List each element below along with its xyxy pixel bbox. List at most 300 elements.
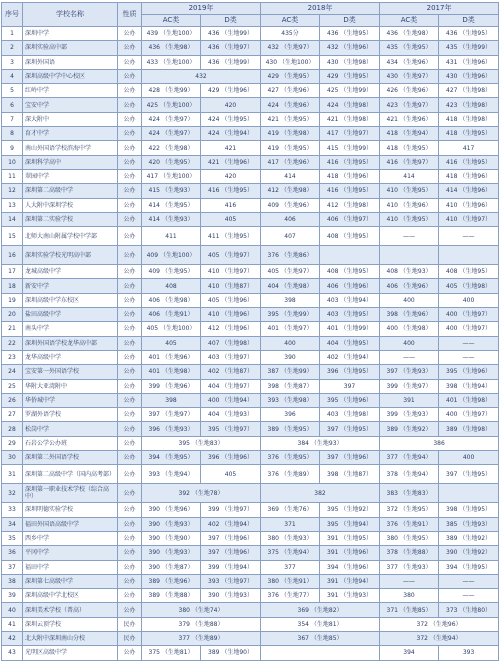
row-number: 11 [2,169,23,183]
score-cell-2017-ac: 410 （生地95） [380,212,439,226]
score-cell-2018-ac: 419 （生地98） [261,127,320,141]
school-nature: 公办 [118,27,142,41]
score-cell-2017-ac: 380 （生地95） [380,531,439,545]
school-nature: 公办 [118,546,142,560]
school-name: 深圳第七高级中学 [23,574,118,588]
score-cell-2018-d: 395 （生地92） [320,503,380,517]
score-cell-2019-ac: 433 （生地100） [142,55,201,69]
row-number: 20 [2,308,23,322]
table-row [2,350,499,364]
score-cell-2018-ac: 376 （生地86） [261,246,320,265]
score-cell-2017-ac: 391 [380,393,439,407]
score-cell-2018-d: 418 （生地96） [320,169,380,183]
table-row [2,617,499,631]
school-nature: 公办 [118,560,142,574]
header-year-2019: 2019年 [142,3,261,15]
table-row [2,393,499,407]
score-cell-2018-ac: 429 （生地95） [261,69,320,83]
score-cell-2018-ac: 401 （生地97） [261,322,320,336]
header-ac-2018: AC类 [261,15,320,27]
score-cell-2019-ac: 415 （生地93） [142,184,201,198]
row-number: 30 [2,451,23,465]
score-cell-2017-d: 423 （生地98） [439,98,499,112]
score-cell-2018-d: 425 （生地99） [320,84,380,98]
school-nature: 公办 [118,41,142,55]
school-nature: 公办 [118,112,142,126]
score-cell-2019-ac: 406 （生地91） [142,308,201,322]
school-name: 深圳第二高级中学 [23,184,118,198]
table-row [2,574,499,588]
school-name: 光明区高级中学 [23,646,118,660]
score-cell-2018-d: 403 （生地94） [320,293,380,307]
score-cell-2019-merged: 432 [142,69,261,83]
score-cell-2018-ac: 414 [261,169,320,183]
header-year-2017: 2017年 [380,3,499,15]
score-cell-2018-ac: 380 （生地91） [261,574,320,588]
score-cell-2019-ac: 398 [142,393,201,407]
score-cell-2018-d: 397 （生地95） [320,422,380,436]
score-cell-2019-ac: 414 （生地95） [142,198,201,212]
score-cell-2019-d: 424 （生地95） [201,112,261,126]
score-cell-2018-ac: 398 [261,293,320,307]
score-cell-2018-d: 403 （生地95） [320,308,380,322]
score-cell-2019-d: 421 [201,141,261,155]
table-row [2,69,499,83]
school-name: 深圳实验学校光明高中部 [23,246,118,265]
school-name: 深圳第二实验学校 [23,212,118,226]
row-number: 15 [2,227,23,246]
school-name: 育才中学 [23,127,118,141]
table-row [2,484,499,503]
score-cell-2018-ac: 375 （生地94） [261,546,320,560]
school-name: 深圳高级中学东校区 [23,293,118,307]
score-cell-2018-ac: 407 [261,227,320,246]
score-cell-2017-d: 431 （生地96） [439,55,499,69]
school-nature: 公办 [118,465,142,484]
score-cell-2017-ac: 371 （生地85） [380,603,439,617]
score-cell-2018-merged: 354 （生地81） [261,617,380,631]
score-cell-2018-d: 391 （生地95） [320,531,380,545]
score-cell-2017-d: 416 （生地95） [439,155,499,169]
table-row [2,184,499,198]
row-number: 10 [2,155,23,169]
school-name: 松岗中学 [23,422,118,436]
score-cell-2017-ac: 376 （生地91） [380,517,439,531]
school-name: 南山外国语学校滨海中学 [23,141,118,155]
score-cell-2018-d: 402 （生地94） [320,350,380,364]
school-nature: 公办 [118,589,142,603]
table-row [2,41,499,55]
school-name: 华侨城中学 [23,393,118,407]
score-cell-2018-d: 429 （生地95） [320,69,380,83]
table-body [2,27,499,661]
school-nature: 公办 [118,227,142,246]
school-nature: 公办 [118,436,142,450]
score-cell-2017-d: 390 （生地92） [439,546,499,560]
table-row [2,246,499,265]
score-cell-2018-ac: 435分 [261,27,320,41]
school-name: 福田中学 [23,560,118,574]
school-name: 翠园中学 [23,169,118,183]
row-number: 7 [2,112,23,126]
score-cell-2019-ac: 401 （生地96） [142,350,201,364]
score-cell-2017-ac: 406 （生地96） [380,279,439,293]
score-cell-2019-merged: 379 （生地88） [142,617,261,631]
score-cell-2019-ac: 420 （生地95） [142,155,201,169]
score-cell-2018-d: 430 （生地98） [320,55,380,69]
score-cell-2019-ac: 389 （生地88） [142,589,201,603]
school-nature: 公办 [118,574,142,588]
score-cell-2017-d: 436 （生地95） [439,27,499,41]
score-cell-2018-d: 408 （生地95） [320,227,380,246]
score-cell-2019-ac: 409 （生地100） [142,246,201,265]
school-nature: 公办 [118,265,142,279]
score-cell-2017-d: 410 （生地96） [439,198,499,212]
school-name: 深圳明德实验学校 [23,503,118,517]
score-cell-2017-ac: 421 （生地96） [380,112,439,126]
score-cell-2019-merged: 380 （生地74） [142,603,261,617]
score-cell-2019-ac: 414 （生地93） [142,212,201,226]
score-cell-2019-ac: 409 （生地95） [142,265,201,279]
table-row [2,560,499,574]
table-row [2,169,499,183]
score-cell-2019-ac: 389 （生地96） [142,574,201,588]
row-number: 17 [2,265,23,279]
score-cell-2018-ac: 376 （生地77） [261,589,320,603]
score-cell-2018-ac: 398 （生地87） [261,379,320,393]
score-cell-2017-ac: 436 （生地98） [380,27,439,41]
score-cell-2019-d: 405 [201,465,261,484]
score-cell-2018-d [320,246,380,265]
score-cell-2017-ac: 378 （生地94） [380,465,439,484]
score-cell-2019-ac: 405 [142,336,201,350]
score-cell-2019-d: 407 （生地98） [201,336,261,350]
school-name: 罗湖外语学校 [23,408,118,422]
score-cell-2019-d: 420 [201,169,261,183]
score-cell-2017-ac: 430 （生地97） [380,69,439,83]
score-cell-2019-ac: 422 （生地98） [142,141,201,155]
row-number: 3 [2,55,23,69]
row-number: 9 [2,141,23,155]
score-cell-2018-d: 415 （生地99） [320,141,380,155]
score-cell-2019-merged: 377 （生地89） [142,631,261,645]
score-cell-2018-ac: 390 [261,350,320,364]
score-cell-2018-ac: 412 （生地98） [261,184,320,198]
score-cell-2019-ac: 408 [142,279,201,293]
score-cell-2017-d: 414 （生地96） [439,184,499,198]
school-name: 华附大亚湾附中 [23,379,118,393]
row-number: 14 [2,212,23,226]
table-row [2,322,499,336]
school-nature: 公办 [118,98,142,112]
school-name: 深圳科学高中 [23,155,118,169]
score-cell-2019-ac: 396 （生地93） [142,422,201,436]
table-row [2,451,499,465]
score-cell-2018-d: 391 （生地94） [320,574,380,588]
score-cell-2019-ac: 393 （生地94） [142,465,201,484]
table-row [2,155,499,169]
score-cell-2018-merged: 369 （生地82） [261,603,380,617]
school-name: 深圳美术学校（普高） [23,603,118,617]
score-cell-2017-ac: 399 （生地97） [380,379,439,393]
score-cell-2017-ac: 377 （生地93） [380,560,439,574]
score-cell-2017-d: 405 （生地98） [439,279,499,293]
row-number: 18 [2,279,23,293]
school-name: 人大附中深圳学校 [23,198,118,212]
score-cell-2019-d: 405 （生地96） [201,293,261,307]
score-cell-2018-merged: 384 （生地93） [261,436,380,450]
table-row [2,198,499,212]
score-cell-2017-d: —— [439,350,499,364]
score-cell-2018-d: 391 （生地93） [320,589,380,603]
row-number: 4 [2,69,23,83]
row-number: 2 [2,41,23,55]
table-row [2,436,499,450]
score-cell-2019-ac: 411 [142,227,201,246]
score-cell-2017-d: 400 （生地97） [439,408,499,422]
score-cell-2018-ac: 432 （生地97） [261,41,320,55]
header-nature: 性质 [118,3,142,27]
score-cell-2017-ac: 397 （生地93） [380,365,439,379]
row-number: 24 [2,365,23,379]
school-nature: 公办 [118,484,142,503]
row-number: 39 [2,589,23,603]
school-nature: 公办 [118,246,142,265]
score-cell-2017-d: 410 （生地97） [439,212,499,226]
score-cell-2019-d: 395 （生地97） [201,422,261,436]
score-cell-2017-d: 435 （生地99） [439,41,499,55]
score-cell-2018-d: 424 （生地98） [320,98,380,112]
school-nature: 公办 [118,69,142,83]
score-cell-2018-ac: 380 （生地93） [261,531,320,545]
score-cell-2018-d: 397 （生地96） [320,451,380,465]
score-cell-2019-d: 412 （生地96） [201,322,261,336]
score-cell-2017-ac: 378 （生地88） [380,546,439,560]
table-row [2,308,499,322]
score-cell-2019-d: 416 [201,198,261,212]
school-name: 深圳外国语 [23,55,118,69]
score-cell-2018-d: 436 （生地95） [320,27,380,41]
score-cell-2018-ac: 430 （生地100） [261,55,320,69]
row-number: 8 [2,127,23,141]
score-cell-2019-ac: 390 （生地90） [142,531,201,545]
school-name: 西乡中学 [23,531,118,545]
row-number: 29 [2,436,23,450]
score-cell-2019-d: 405 [201,212,261,226]
score-cell-2019-d: 402 （生地94） [201,517,261,531]
row-number: 23 [2,350,23,364]
header-ac-2019: AC类 [142,15,201,27]
score-cell-2018-d: 391 （生地96） [320,546,380,560]
school-nature: 公办 [118,365,142,379]
score-cell-2017-d: 398 （生地95） [439,503,499,517]
row-number: 16 [2,246,23,265]
school-name: 深圳中学 [23,27,118,41]
row-number: 28 [2,422,23,436]
row-number: 25 [2,379,23,393]
school-nature: 公办 [118,408,142,422]
score-cell-2019-d: 390 （生地93） [201,589,261,603]
school-nature: 民办 [118,617,142,631]
score-cell-2019-ac: 394 （生地95） [142,451,201,465]
score-cell-2018-ac: 393 （生地98） [261,393,320,407]
table-row [2,465,499,484]
score-cell-2018-merged [261,646,380,660]
school-nature: 公办 [118,451,142,465]
score-cell-2017-d: 400 [439,293,499,307]
header-ac-2017: AC类 [380,15,439,27]
table-row [2,589,499,603]
score-cell-2019-d: 429 （生地96） [201,84,261,98]
score-cell-2019-ac: 428 （生地99） [142,84,201,98]
table-row [2,503,499,517]
score-cell-2019-d: 399 （生地94） [201,560,261,574]
score-cell-2018-d: 412 （生地98） [320,198,380,212]
score-cell-2018-d: 396 （生地95） [320,365,380,379]
score-cell-2019-ac: 397 （生地97） [142,408,201,422]
score-cell-2019-ac: 424 （生地97） [142,127,201,141]
score-cell-2019-merged: 395 （生地83） [142,436,261,450]
table-row [2,379,499,393]
score-cell-2019-d: 396 （生地96） [201,451,261,465]
score-cell-2017-d: 395 （生地96） [439,365,499,379]
score-cell-2017-merged: 386 [380,436,499,450]
score-cell-2019-d: 405 （生地97） [201,246,261,265]
score-cell-2017-d: 398 （生地94） [439,379,499,393]
score-cell-2018-ac: 377 [261,560,320,574]
score-cell-2019-ac: 436 （生地98） [142,41,201,55]
score-cell-2017-d: 430 （生地96） [439,69,499,83]
row-number: 35 [2,531,23,545]
row-number: 26 [2,393,23,407]
school-nature: 公办 [118,169,142,183]
score-table-container [1,2,498,661]
school-name: 宝安中学 [23,98,118,112]
header-year-2018: 2018年 [261,3,380,15]
table-row [2,365,499,379]
score-cell-2019-d: 421 （生地96） [201,155,261,169]
row-number: 40 [2,603,23,617]
school-nature: 公办 [118,503,142,517]
score-cell-2017-d: 400 （生地97） [439,308,499,322]
score-cell-2018-ac: 389 （生地95） [261,422,320,436]
row-number: 43 [2,646,23,660]
score-cell-2018-d: 432 （生地96） [320,41,380,55]
row-number: 5 [2,84,23,98]
school-name: 北大附中深圳南山分校 [23,631,118,645]
score-cell-2017-d: 408 （生地95） [439,265,499,279]
score-cell-2017-ac: 372 （生地95） [380,503,439,517]
score-cell-2017-ac: 394 [380,646,439,660]
score-cell-2019-ac: 390 （生地87） [142,560,201,574]
school-nature: 公办 [118,212,142,226]
school-nature: 公办 [118,198,142,212]
score-cell-2017-ac: 399 （生地93） [380,408,439,422]
school-nature: 公办 [118,422,142,436]
score-cell-2017-ac: 383 （生地83） [380,484,439,503]
school-name: 新安中学 [23,279,118,293]
score-cell-2018-ac: 400 [261,336,320,350]
score-cell-2019-d: 393 （生地97） [201,574,261,588]
score-cell-2017-ac: —— [380,574,439,588]
table-row [2,631,499,645]
score-cell-2018-d: 395 （生地94） [320,517,380,531]
school-nature: 公办 [118,379,142,393]
score-cell-2019-d: 404 （生地93） [201,408,261,422]
score-cell-2018-d: 398 （生地87） [320,465,380,484]
score-cell-2018-d: 394 （生地96） [320,560,380,574]
score-cell-2017-ac: —— [380,227,439,246]
school-nature: 公办 [118,293,142,307]
score-cell-2018-ac: 424 （生地96） [261,98,320,112]
score-cell-2017-ac: 408 （生地93） [380,265,439,279]
table-row [2,293,499,307]
school-name: 龙城高级中学 [23,265,118,279]
table-row [2,212,499,226]
score-cell-2018-d: 421 （生地98） [320,112,380,126]
score-cell-2017-d: 389 （生地98） [439,422,499,436]
score-cell-2017-ac [380,246,439,265]
score-cell-2018-d: 406 （生地97） [320,212,380,226]
score-cell-2017-ac: 414 [380,169,439,183]
score-cell-2017-d: 385 （生地93） [439,517,499,531]
school-nature: 公办 [118,184,142,198]
admission-score-table [1,2,499,661]
score-cell-2019-d: 399 （生地97） [201,503,261,517]
score-cell-2019-ac: 390 （生地93） [142,546,201,560]
score-cell-2017-ac: 398 （生地96） [380,308,439,322]
table-row [2,98,499,112]
school-nature: 公办 [118,531,142,545]
score-cell-2017-d: —— [439,336,499,350]
score-cell-2019-ac: 424 （生地97） [142,112,201,126]
score-cell-2019-ac: 399 （生地96） [142,379,201,393]
score-cell-2018-ac: 371 [261,517,320,531]
score-cell-2018-d: 408 （生地95） [320,265,380,279]
score-cell-2017-d [439,246,499,265]
score-cell-2019-d: 397 （生地96） [201,546,261,560]
score-cell-2019-d: 436 （生地99） [201,27,261,41]
score-cell-2019-d: 436 （生地97） [201,41,261,55]
score-cell-2018-ac: 369 （生地76） [261,503,320,517]
school-name: 深圳实验高中部 [23,41,118,55]
score-cell-2018-merged: 367 （生地85） [261,631,380,645]
row-number: 34 [2,517,23,531]
score-cell-2019-d: 397 （生地96） [201,531,261,545]
school-nature: 公办 [118,155,142,169]
score-cell-2017-d: 400 （生地97） [439,322,499,336]
score-cell-2018-ac: 406 [261,212,320,226]
school-name: 南头中学 [23,322,118,336]
table-row [2,279,499,293]
school-name: 深圳高级中学北校区 [23,589,118,603]
score-cell-2017-d: 397 （生地95） [439,465,499,484]
score-cell-2017-d: 418 （生地96） [439,169,499,183]
score-cell-2018-ac: 421 （生地95） [261,112,320,126]
score-cell-2017-d: 400 [439,451,499,465]
score-cell-2019-d: 416 （生地95） [201,184,261,198]
school-name: 红岭中学 [23,84,118,98]
table-row [2,646,499,660]
score-cell-2017-ac: 410 （生地95） [380,184,439,198]
score-cell-2017-ac: 418 （生地94） [380,127,439,141]
row-number: 31 [2,465,23,484]
score-cell-2017-ac: 400 [380,336,439,350]
score-cell-2017-ac: 416 （生地97） [380,155,439,169]
score-cell-2017-ac: 418 （生地95） [380,141,439,155]
score-cell-2017-ac: 377 （生地94） [380,451,439,465]
school-nature: 公办 [118,350,142,364]
